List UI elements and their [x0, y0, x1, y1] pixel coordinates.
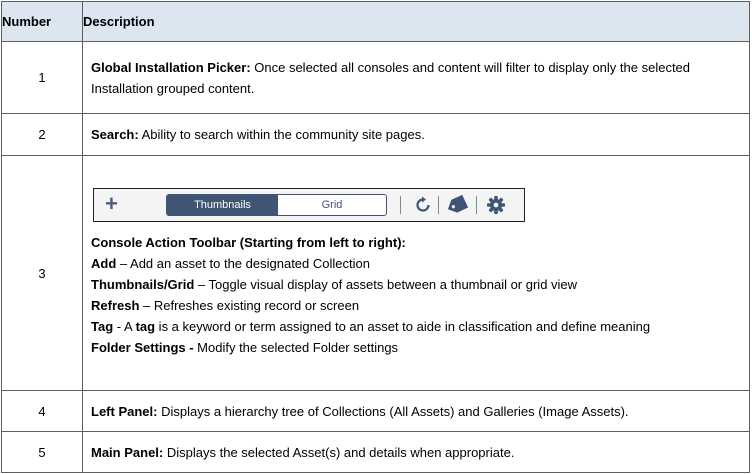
table-row: [2, 114, 750, 156]
row-term: Left Panel:: [91, 403, 158, 419]
row-description: [83, 114, 750, 156]
refresh-icon: [413, 195, 433, 215]
thumbnails-segment: Thumbnails: [167, 195, 278, 215]
row-description: [83, 391, 750, 432]
header-description: Description: [83, 2, 750, 42]
table-header-row: [2, 2, 750, 42]
row-description: [83, 156, 750, 391]
item-term: Thumbnails/Grid: [91, 277, 195, 292]
row-term: Main Panel:: [91, 444, 164, 460]
row-text: Displays the selected Asset(s) and details when appropriate.: [163, 444, 515, 460]
gear-icon: [486, 195, 506, 215]
header-number: Number: [2, 2, 83, 42]
list-item: [91, 316, 743, 337]
item-term: Refresh: [91, 298, 140, 313]
table-row: [2, 432, 750, 473]
plus-icon: +: [105, 191, 118, 216]
item-text: – Toggle visual display of assets between a thumbnail or grid view: [194, 277, 578, 292]
grid-segment: Grid: [278, 195, 386, 215]
toolbar-heading: Console Action Toolbar (Starting from left to right):: [91, 235, 406, 250]
description-table: [1, 1, 750, 473]
item-text: - A: [113, 319, 136, 334]
table-row: [2, 156, 750, 391]
item-term-inline: tag: [135, 319, 156, 334]
row-number: 4: [2, 391, 83, 432]
item-term: Tag: [91, 319, 114, 334]
row-description: [83, 42, 750, 114]
toolbar-divider: [438, 196, 439, 214]
table-row: [2, 391, 750, 432]
list-item: [91, 337, 743, 358]
row-number: 1: [2, 42, 83, 114]
row-term: Global Installation Picker:: [91, 59, 251, 75]
row-text: Displays a hierarchy tree of Collections (All Assets) and Galleries (Image Assets).: [157, 403, 629, 419]
tag-icon: [445, 195, 469, 215]
list-item: [91, 295, 743, 316]
console-action-toolbar-image: [93, 188, 525, 222]
list-item: [91, 274, 743, 295]
row-description: [83, 432, 750, 473]
item-text: – Add an asset to the designated Collection: [116, 256, 370, 271]
item-term: Add: [91, 256, 117, 271]
item-text: is a keyword or term assigned to an asset to aide in classification and define meaning: [155, 319, 651, 334]
item-text: – Refreshes existing record or screen: [139, 298, 360, 313]
row-text: Once selected all consoles and content will filter to display only the selected Installation grouped content.: [91, 59, 691, 96]
table-row: [2, 42, 750, 114]
row-number: 3: [2, 156, 83, 391]
row-number: 5: [2, 432, 83, 473]
row-number: 2: [2, 114, 83, 156]
item-term: Folder Settings -: [91, 340, 194, 355]
item-text: Modify the selected Folder settings: [193, 340, 399, 355]
row-term: Search:: [91, 127, 139, 142]
toolbar-divider: [476, 196, 477, 214]
list-item: [91, 253, 743, 274]
row-text: Ability to search within the community site pages.: [138, 127, 425, 142]
thumbnails-grid-toggle: [166, 194, 387, 216]
toolbar-divider: [400, 196, 401, 214]
